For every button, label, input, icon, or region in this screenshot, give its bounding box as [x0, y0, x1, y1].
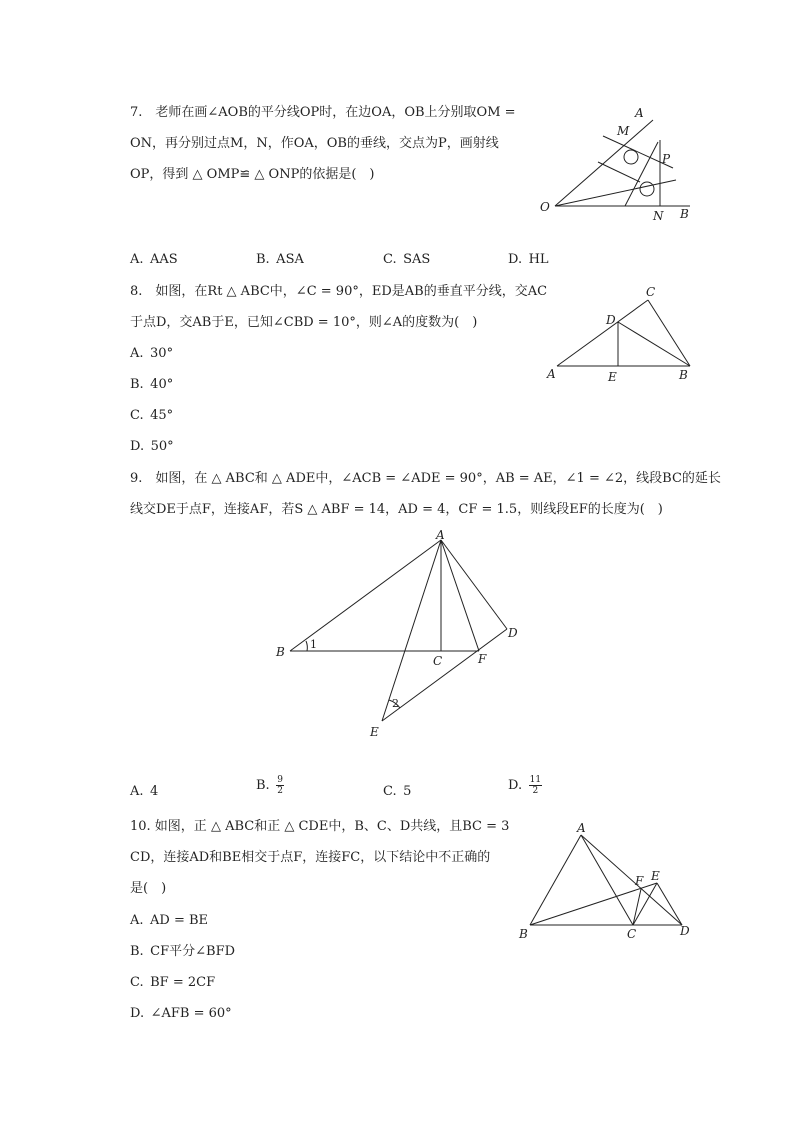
q10-option-c: C. BF = 2CF	[130, 975, 216, 990]
q9-option-a: A. 4	[130, 784, 159, 799]
q7-option-a: A. AAS	[130, 252, 178, 267]
q10-option-b: B. CF平分∠BFD	[130, 944, 236, 959]
q10-segment-FC	[633, 889, 641, 925]
q7-label-N: N	[653, 209, 664, 223]
q9-text-line-2: 线交DE于点F，连接AF，若S △ ABF = 14，AD = 4，CF = 1.5，则线段EF的长度为( )	[130, 502, 663, 517]
q9-option-b-numerator: 9	[277, 775, 283, 785]
q7-label-P: P	[662, 152, 671, 166]
q9-text-line-1: 9. 如图，在 △ ABC和 △ ADE中，∠ACB = ∠ADE = 90°，AB = AE，∠1 = ∠2，线段BC的延长	[130, 471, 721, 486]
q10-segment-AB	[530, 835, 581, 925]
q10-option-a: A. AD = BE	[130, 913, 209, 928]
q9-label-D: D	[508, 626, 518, 640]
q10-segment-AC	[581, 835, 633, 925]
q9-label-angle-1: 1	[310, 638, 317, 651]
q10-label-B: B	[519, 927, 528, 941]
q9-option-b-denominator: 2	[277, 786, 283, 796]
q9-option-d-numerator: 11	[529, 775, 542, 785]
q8-label-B: B	[679, 368, 688, 382]
q10-text-line-3: 是( )	[130, 881, 167, 896]
q10-text-line-1: 10. 如图，正 △ ABC和正 △ CDE中，B、C、D共线，且BC = 3	[130, 819, 510, 834]
q7-text-line-1: 7. 老师在画∠AOB的平分线OP时，在边OA，OB上分别取OM =	[130, 105, 516, 120]
q9-label-angle-2: 2	[392, 697, 399, 710]
q7-option-c: C. SAS	[383, 252, 431, 267]
q9-label-E: E	[370, 725, 379, 739]
q8-option-a: A. 30°	[130, 346, 174, 361]
q7-label-A: A	[635, 106, 644, 120]
q10-label-D: D	[680, 924, 690, 938]
q9-option-b-prefix: B.	[256, 778, 270, 793]
q10-text-line-2: CD，连接AD和BE相交于点F，连接FC，以下结论中不正确的	[130, 850, 491, 865]
q10-segment-AD	[581, 835, 682, 925]
q8-label-C: C	[646, 285, 656, 299]
q8-option-c: C. 45°	[130, 408, 174, 423]
q9-option-c: C. 5	[383, 784, 412, 799]
q9-option-d-denominator: 2	[532, 786, 539, 796]
q7-text-line-2: ON，再分别过点M，N，作OA，OB的垂线，交点为P，画射线	[130, 136, 499, 151]
q10-label-A: A	[577, 821, 586, 835]
q7-option-d: D. HL	[508, 252, 549, 267]
q8-label-D: D	[606, 313, 616, 327]
q8-text-line-1: 8. 如图，在Rt △ ABC中，∠C = 90°，ED是AB的垂直平分线，交AC	[130, 284, 548, 299]
q7-text-line-3: OP，得到 △ OMP≌ △ ONP的依据是( )	[130, 167, 375, 182]
q9-label-B: B	[276, 645, 285, 659]
q9-label-F: F	[478, 652, 487, 666]
q9-label-A: A	[436, 528, 445, 542]
q8-option-d: D. 50°	[130, 439, 174, 454]
q9-option-d-prefix: D.	[508, 778, 523, 793]
q8-label-A: A	[547, 367, 556, 381]
q9-label-C: C	[433, 654, 443, 668]
q10-segment-ED	[657, 883, 682, 925]
q8-text-line-2: 于点D，交AB于E，已知∠CBD = 10°，则∠A的度数为( )	[130, 315, 478, 330]
q8-label-E: E	[608, 370, 617, 384]
q10-label-C: C	[627, 927, 637, 941]
q7-label-O: O	[540, 200, 550, 214]
q10-label-E: E	[651, 869, 660, 883]
q7-label-B: B	[680, 207, 689, 221]
q7-option-b: B. ASA	[256, 252, 304, 267]
q10-option-d: D. ∠AFB = 60°	[130, 1006, 232, 1021]
q8-option-b: B. 40°	[130, 377, 174, 392]
q10-label-F: F	[635, 874, 644, 888]
q7-label-M: M	[617, 124, 630, 138]
